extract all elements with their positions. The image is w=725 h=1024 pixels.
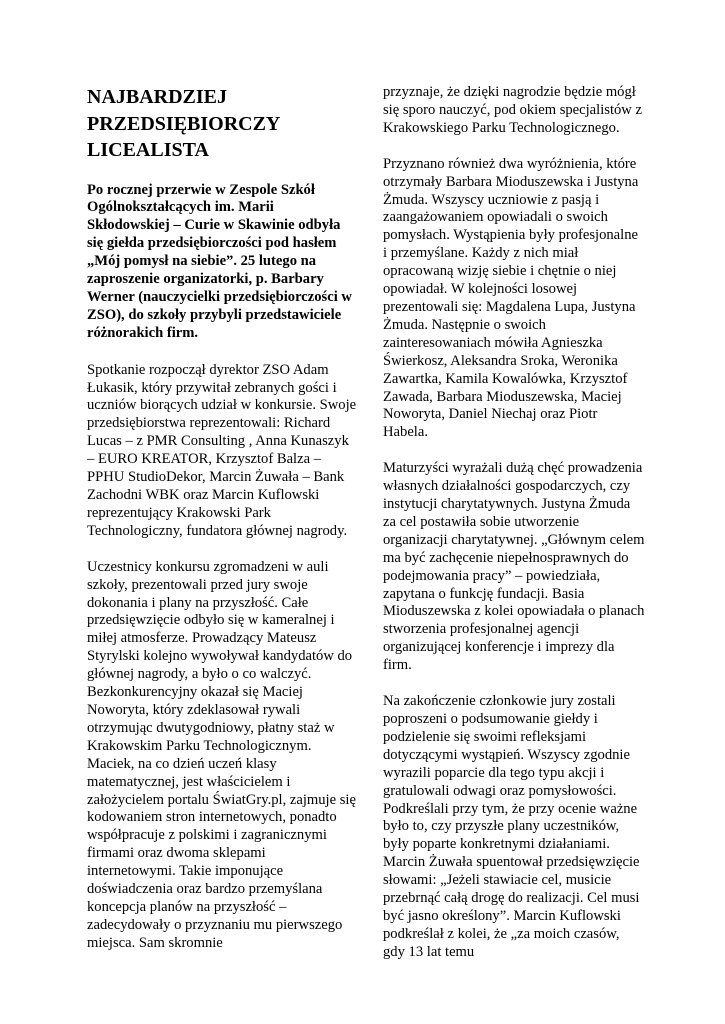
paragraph: Uczestnicy konkursu zgromadzeni w auli szkoły, prezentowali przed jury swoje dokonania i plany na przyszłość. Całe przedsięwzięcie odbyło się w kameralnej i miłej atmosferze. Prowadzący Mateusz Styrylski kolejno wywoływał kandydatów do głównej nagrody, a było o co walczyć. Bezkonkurencyjny okazał się Maciej Noworyta, który zdeklasował rywali otrzymując dwutygodniowy, płatny staż w Krakowskim Parku Technologicznym. Maciek, na co dzień uczeń klasy matematycznej, jest właścicielem i założycielem portalu ŚwiatGry.pl, zajmuje się kodowaniem stron internetowych, ponadto współpracuje z polskimi i zagranicznymi firmami oraz dwoma sklepami internetowymi. Takie imponujące doświadczenia oraz bardzo przemyślana koncepcja planów na przyszłość – zadecydowały o przyznaniu mu pierwszego miejsca. Sam skromnie [87, 558, 356, 951]
paragraph: przyznaje, że dzięki nagrodzie będzie mógł się sporo nauczyć, pod okiem specjalistów z Krakowskiego Parku Technologicznego. [383, 84, 642, 136]
paragraph: Maturzyści wyrażali dużą chęć prowadzenia własnych działalności gospodarczych, czy instytucji charytatywnych. Justyna Żmuda za cel postawiła sobie utworzenie organizacji charytatywnej. „Głównym celem ma być zachęcenie niepełnosprawnych do podejmowania pracy” – powiedziała, zapytana o funkcję fundacji. Basia Mioduszewska z kolei opowiadała o planach stworzenia profesjonalnej agencji organizującej konferencje i imprezy dla firm. [383, 460, 645, 674]
paragraph: Spotkanie rozpoczął dyrektor ZSO Adam Łukasik, który przywitał zebranych gości i uczniów biorących udział w konkursie. Swoje przedsiębiorstwa reprezentowali: Richard Lucas – z PMR Consulting , Anna Kunaszyk – EURO KREATOR, Krzysztof Balza – PPHU StudioDekor, Marcin Żuwała – Bank Zachodni WBK oraz Marcin Kuflowski reprezentujący Krakowski Park Technologiczny, fundatora głównej nagrody. [87, 361, 357, 539]
paragraph: Na zakończenie członkowie jury zostali poproszeni o podsumowanie giełdy i podzielenie się swoimi refleksjami dotyczącymi wystąpień. Wszyscy zgodnie wyrazili poparcie dla tego typu akcji i gratulowali odwagi oraz pomysłowości. Podkreślali przy tym, że przy ocenie ważne było to, czy przyszłe plany uczestników, były poparte konkretnymi działaniami. Marcin Żuwała spuentował przedsięwzięcie słowami: „Jeżeli stawiacie cel, musicie przebrnąć całą drogę do realizacji. Cel musi być jasno określony”. Marcin Kuflowski podkreślał z kolei, że „za moich czasów, gdy 13 lat temu [383, 693, 640, 960]
article-title [87, 84, 357, 164]
left-column [87, 84, 357, 971]
title-line: LICEALISTA [87, 139, 209, 161]
article-lead: Po rocznej przerwie w Zespole Szkół Ogólnokształcących im. Marii Skłodowskiej – Curie w Skawinie odbyła się giełda przedsiębiorczości pod hasłem „Mój pomysł na siebie”. 25 lutego na zaproszenie organizatorki, p. Barbary Werner (nauczycielki przedsiębiorczości w ZSO), do szkoły przybyli przedstawiciele różnorakich firm. [87, 181, 352, 341]
title-line: NAJBARDZIEJ [87, 86, 228, 108]
paragraph: Przyznano również dwa wyróżnienia, które otrzymały Barbara Mioduszewska i Justyna Żmuda. Wszyscy uczniowie z pasją i zaangażowaniem opowiadali o swoich pomysłach. Wystąpienia były profesjonalne i przemyślane. Każdy z nich miał opracowaną wizję siebie i chętnie o niej opowiadał. W kolejności losowej prezentowali się: Magdalena Lupa, Justyna Żmuda. Następnie o swoich zainteresowaniach mówiła Agnieszka Świerkosz, Aleksandra Sroka, Weronika Zawartka, Kamila Kowalówka, Krzysztof Zawada, Barbara Mioduszewska, Maciej Noworyta, Daniel Niechaj oraz Piotr Habela. [383, 155, 639, 441]
right-column [383, 84, 645, 980]
title-line: PRZEDSIĘBIORCZY [87, 112, 281, 135]
